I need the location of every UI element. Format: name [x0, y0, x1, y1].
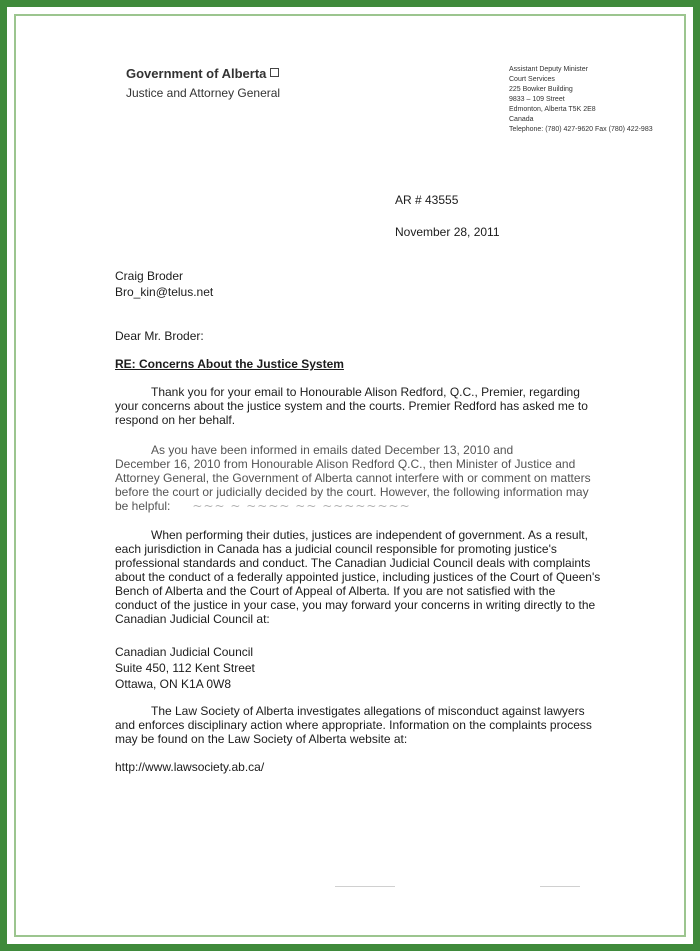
- body-paragraph: [115, 528, 625, 626]
- paragraph-line: your concerns about the justice system and the courts. Premier Redford has asked me to: [115, 399, 588, 413]
- paragraph-line: [115, 499, 625, 513]
- paragraph-line: before the court or judicially decided by the court. However, the following information may: [115, 485, 589, 499]
- paragraph-line: The Law Society of Alberta investigates allegations of misconduct against lawyers: [151, 704, 585, 718]
- council-address-line: Suite 450, 112 Kent Street: [115, 661, 255, 675]
- office-address-block: [509, 65, 653, 135]
- reference-number: AR # 43555: [395, 193, 459, 207]
- paragraph-line: Bench of Alberta and the Court of Appeal of Alberta. If you are not satisfied with the: [115, 584, 556, 598]
- recipient-email: Bro_kin@telus.net: [115, 285, 214, 299]
- council-address: [115, 644, 625, 692]
- paragraph-line: As you have been informed in emails dated December 13, 2010 and: [151, 443, 514, 457]
- scan-artifact: [540, 886, 580, 887]
- letterhead-department: Justice and Attorney General: [126, 86, 281, 100]
- address-line: Edmonton, Alberta T5K 2E8: [509, 106, 596, 113]
- subject-line: RE: Concerns About the Justice System: [115, 357, 344, 371]
- paragraph-line: When performing their duties, justices are independent of government. As a result,: [151, 528, 588, 542]
- paragraph-line: each jurisdiction in Canada has a judicial council responsible for promoting justice's: [115, 542, 557, 556]
- paragraph-line: Canadian Judicial Council at:: [115, 612, 270, 626]
- paragraph-line-text: be helpful:: [115, 499, 171, 513]
- recipient-name: Craig Broder: [115, 269, 184, 283]
- letterhead-organization: [126, 66, 279, 81]
- paragraph-line: and enforces disciplinary action where appropriate. Information on the complaints process: [115, 718, 592, 732]
- recipient-block: [115, 268, 213, 300]
- address-line: Telephone: (780) 427-9620 Fax (780) 422-983: [509, 126, 653, 133]
- body-paragraph: [115, 704, 625, 746]
- salutation: Dear Mr. Broder:: [115, 329, 204, 343]
- council-address-line: Canadian Judicial Council: [115, 645, 254, 659]
- paragraph-line: Attorney General, the Government of Alberta cannot interfere with or comment on matters: [115, 471, 591, 485]
- scan-artifact: [335, 886, 395, 887]
- council-address-line: Ottawa, ON K1A 0W8: [115, 677, 232, 691]
- body-paragraph: [115, 385, 625, 427]
- body-paragraph: [115, 443, 625, 513]
- address-line: 225 Bowker Building: [509, 86, 573, 93]
- paragraph-line: professional standards and conduct. The Canadian Judicial Council deals with complaints: [115, 556, 591, 570]
- paragraph-line: conduct of the justice in your case, you may forward your concerns in writing directly to the: [115, 598, 596, 612]
- address-line: Assistant Deputy Minister: [509, 66, 588, 73]
- address-line: 9833 – 109 Street: [509, 96, 565, 103]
- address-line: Canada: [509, 116, 534, 123]
- logo-mark-icon: [270, 68, 279, 77]
- paragraph-line: December 16, 2010 from Honourable Alison Redford Q.C., then Minister of Justice and: [115, 457, 576, 471]
- address-line: Court Services: [509, 76, 555, 83]
- paragraph-line: respond on her behalf.: [115, 413, 236, 427]
- letter-date: November 28, 2011: [395, 225, 500, 239]
- organization-name: Government of Alberta: [126, 66, 267, 81]
- law-society-website-link[interactable]: http://www.lawsociety.ab.ca/: [115, 760, 265, 774]
- paragraph-line: about the conduct of a federally appointed justice, including justices of the Court of Queen's: [115, 570, 601, 584]
- handwritten-annotation: ~~~ ~ ~~~~ ~~ ~~~~~~~~: [192, 499, 411, 513]
- paragraph-line: may be found on the Law Society of Alberta website at:: [115, 732, 408, 746]
- paragraph-line: Thank you for your email to Honourable Alison Redford, Q.C., Premier, regarding: [151, 385, 580, 399]
